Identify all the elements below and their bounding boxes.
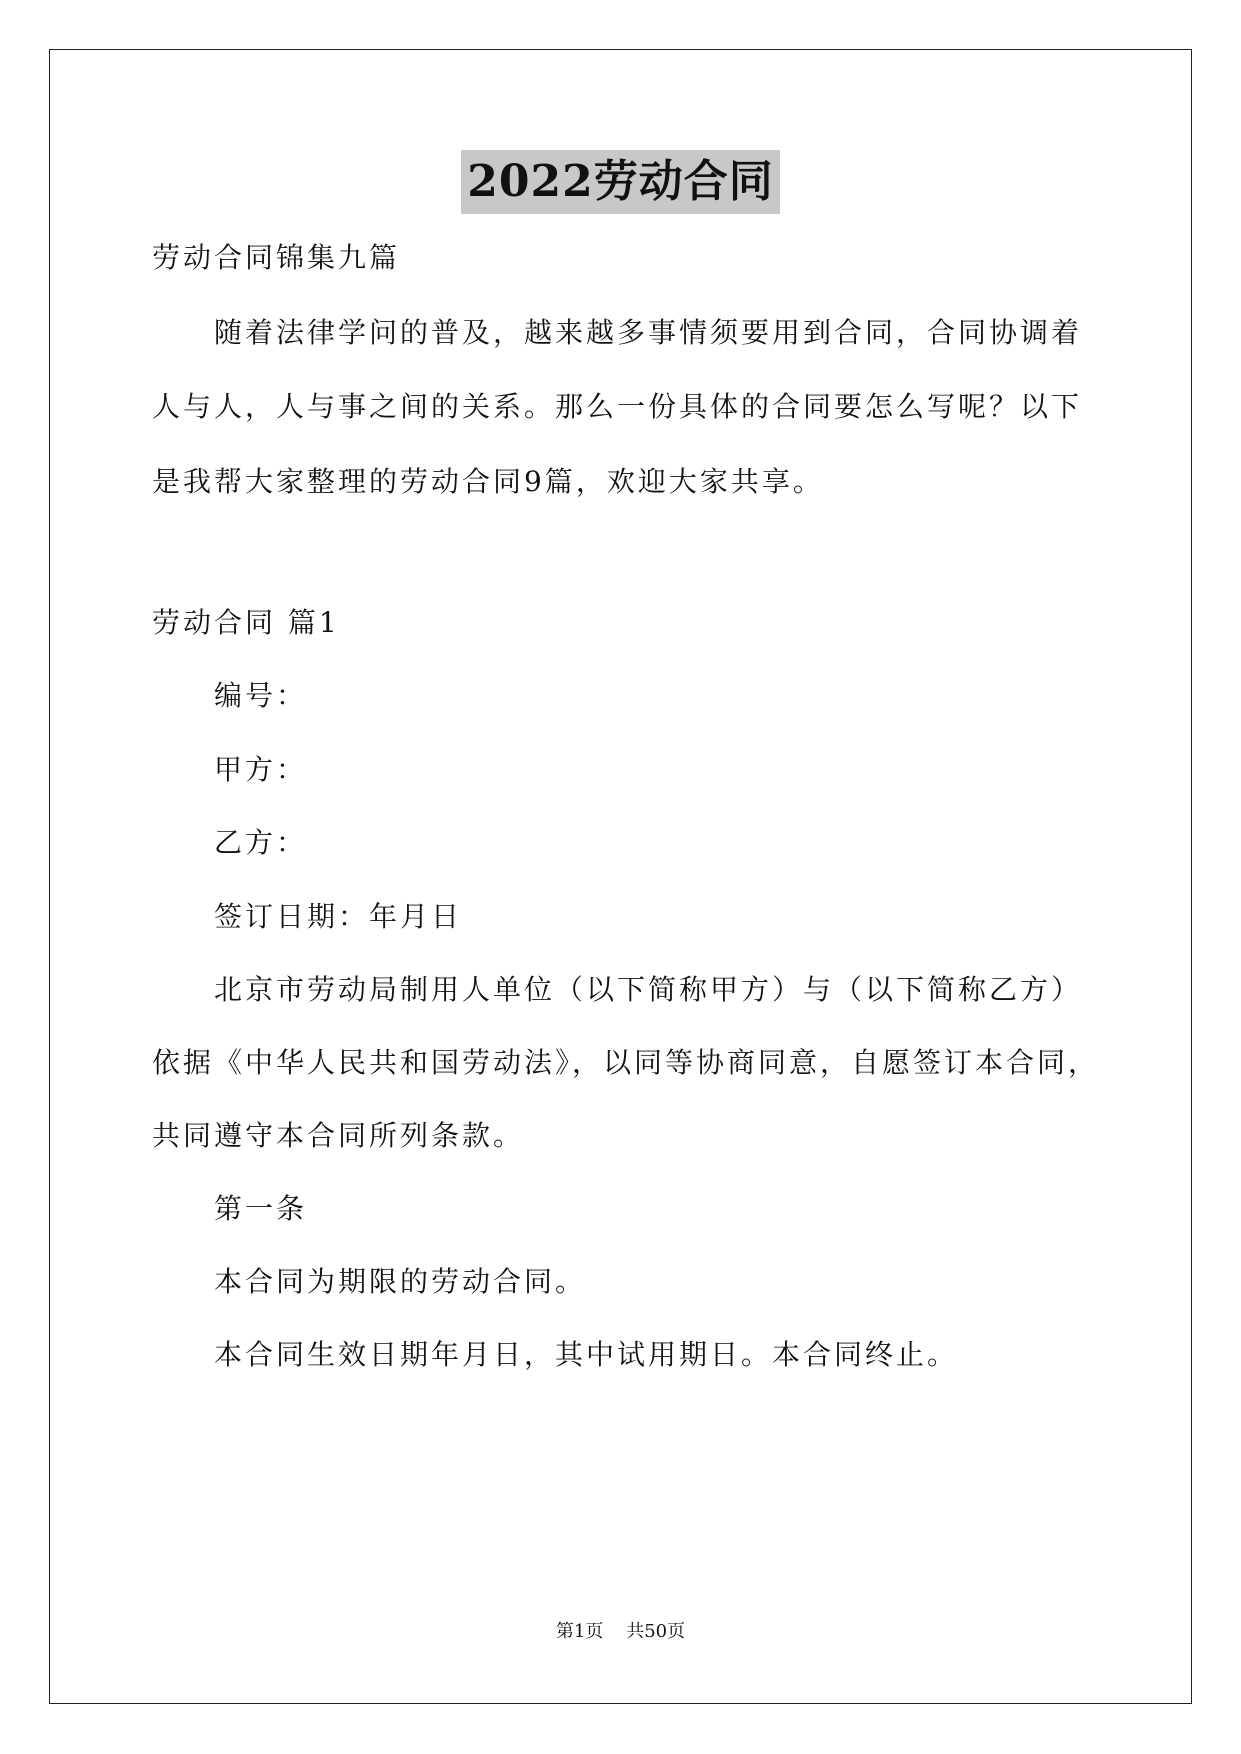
intro-line-2: 人与人，人与事之间的关系。那么一份具体的合同要怎么写呢？以下 (152, 390, 1083, 423)
intro-line-3: 是我帮大家整理的劳动合同9篇，欢迎大家共享。 (152, 465, 824, 498)
article-1-heading: 第一条 (214, 1192, 308, 1225)
article-1-line-2: 本合同生效日期年月日，其中试用期日。本合同终止。 (214, 1338, 959, 1371)
article-1-line-1: 本合同为期限的劳动合同。 (214, 1265, 587, 1298)
page-footer (0, 1620, 1241, 1644)
field-party-b: 乙方： (214, 826, 308, 859)
field-sign-date: 签订日期：年月日 (214, 900, 463, 933)
field-party-a: 甲方： (214, 753, 308, 786)
footer-page-prefix: 第 (555, 1621, 574, 1642)
preamble-line-3: 共同遵守本合同所列条款。 (152, 1119, 525, 1152)
footer-total-suffix: 页 (667, 1621, 686, 1642)
preamble-line-2: 依据《中华人民共和国劳动法》，以同等协商同意，自愿签订本合同， (152, 1046, 1100, 1079)
footer-page-number: 1 (573, 1621, 586, 1642)
footer-total-prefix: 共 (626, 1621, 645, 1642)
intro-line-1: 随着法律学问的普及，越来越多事情须要用到合同，合同协调着 (214, 316, 1083, 349)
section-heading: 劳动合同 篇1 (152, 606, 340, 639)
footer-page-suffix: 页 (585, 1621, 604, 1642)
document-title: 2022劳动合同 (461, 150, 779, 214)
field-number: 编号： (214, 679, 308, 712)
document-subtitle: 劳动合同锦集九篇 (152, 241, 401, 274)
title-block (0, 150, 1241, 214)
page-border (49, 49, 1192, 1704)
preamble-line-1: 北京市劳动局制用人单位（以下简称甲方）与（以下简称乙方） (214, 973, 1083, 1006)
footer-total-pages: 50 (644, 1621, 668, 1642)
